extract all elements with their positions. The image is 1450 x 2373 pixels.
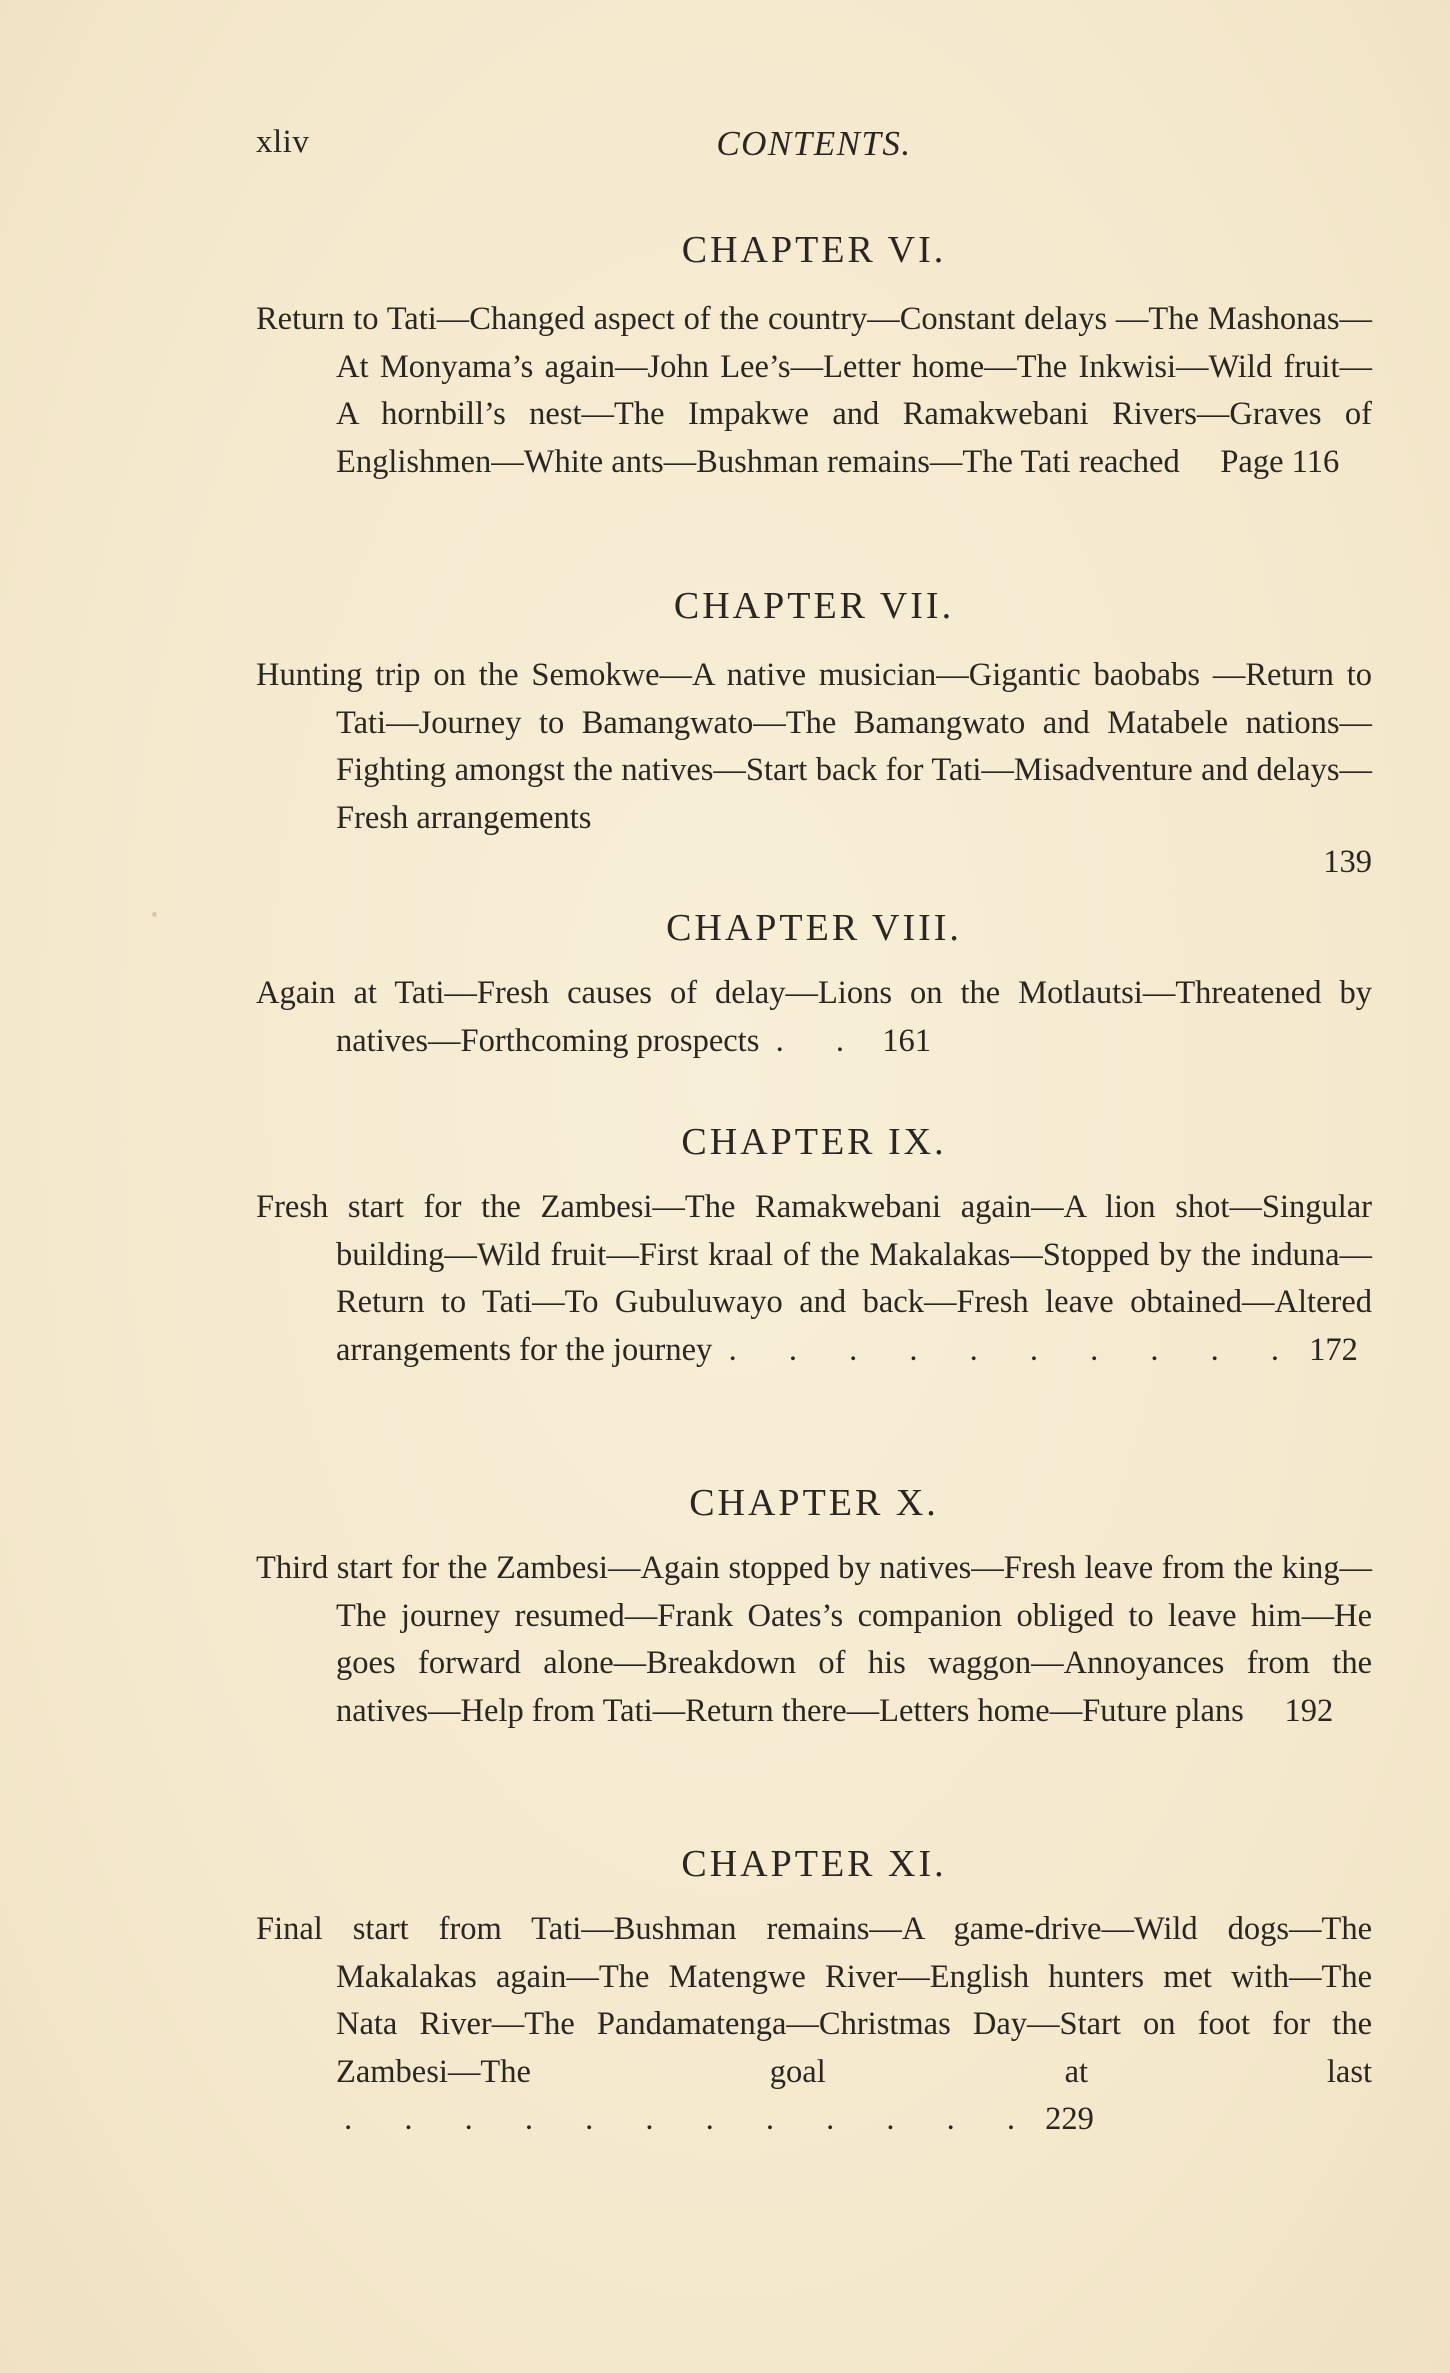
chapter-xi [256,1836,1372,2176]
summary-text: Final start from Tati—Bushman remains—A game-drive—Wild dogs—The Makalakas again—The Matengwe River—English hunters met with—The Nata River—The Pandamatenga—Christmas Day—Start on foot for the Zambesi—The goal at last [256,1911,1372,2090]
chapter-heading: CHAPTER VII. [673,585,955,627]
running-title: CONTENTS. [716,124,912,163]
summary-text: Third start for the Zambesi—Again stopped by natives—Fresh leave from the king—The journey resumed—Frank Oates’s companion obliged to leave him—He goes forward alone—Breakdown of his waggon—Annoyances from the natives—Help from Tati—Return there—Letters home—Future plans [256,1550,1372,1729]
chapter-viii [256,900,1372,1098]
page-number: 192 [1284,1692,1334,1729]
summary-text: Again at Tati—Fresh causes of delay—Lions on the Motlautsi—Threatened by natives—Forthcoming prospects [256,975,1372,1059]
dot-leader: . . [775,1022,866,1059]
chapter-vii [256,578,1372,882]
summary-text: Hunting trip on the Semokwe—A native musician—Gigantic baobabs —Return to Tati—Journey to Bamangwato—The Bamangwato and Matabele nations—Fighting amongst the natives—Start back for Tati—Misadventure and delays—Fresh arrangements [256,657,1372,836]
page-label: Page [1220,443,1284,480]
dot-leader: . . . . . . . . . . [728,1331,1301,1368]
paper-speck [152,912,157,917]
chapter-summary [256,1545,1372,1735]
chapter-heading: CHAPTER IX. [681,1121,947,1163]
page-folio: xliv [256,124,310,160]
chapter-ix [256,1114,1372,1407]
page-number: 139 [1323,844,1372,880]
chapter-summary [256,652,1372,842]
summary-text: Fresh start for the Zambesi—The Ramakwebani again—A lion shot—Singular building—Wild fruit—First kraal of the Makalakas—Stopped by the induna—Return to Tati—To Gubuluwayo and back—Fresh leave obtained—Altered arrangements for the journey [256,1189,1372,1368]
chapter-heading: CHAPTER VI. [681,229,947,271]
chapter-summary [256,1184,1372,1374]
page-number: 116 [1291,443,1340,480]
page-number: 229 [1045,2101,1094,2137]
chapter-heading: CHAPTER XI. [681,1843,947,1885]
page-number: 161 [882,1022,931,1059]
chapter-summary [256,296,1372,486]
running-head [256,124,1372,174]
chapter-summary [256,1906,1372,2144]
chapter-x [256,1475,1372,1768]
chapter-summary [256,970,1372,1065]
page-number: 172 [1309,1331,1358,1368]
chapter-heading: CHAPTER VIII. [666,907,962,949]
summary-text: Return to Tati—Changed aspect of the country—Constant delays —The Mashonas—At Monyama’s again—John Lee’s—Letter home—The Inkwisi—Wild fruit—A hornbill’s nest—The Impakwe and Ramakwebani Rivers—Graves of Englishmen—White ants—Bushman remains—The Tati reached [256,301,1372,480]
dot-leader: . . . . . . . . . . . . [344,2101,1037,2137]
chapter-heading: CHAPTER X. [689,1482,939,1524]
chapter-vi [256,222,1372,519]
